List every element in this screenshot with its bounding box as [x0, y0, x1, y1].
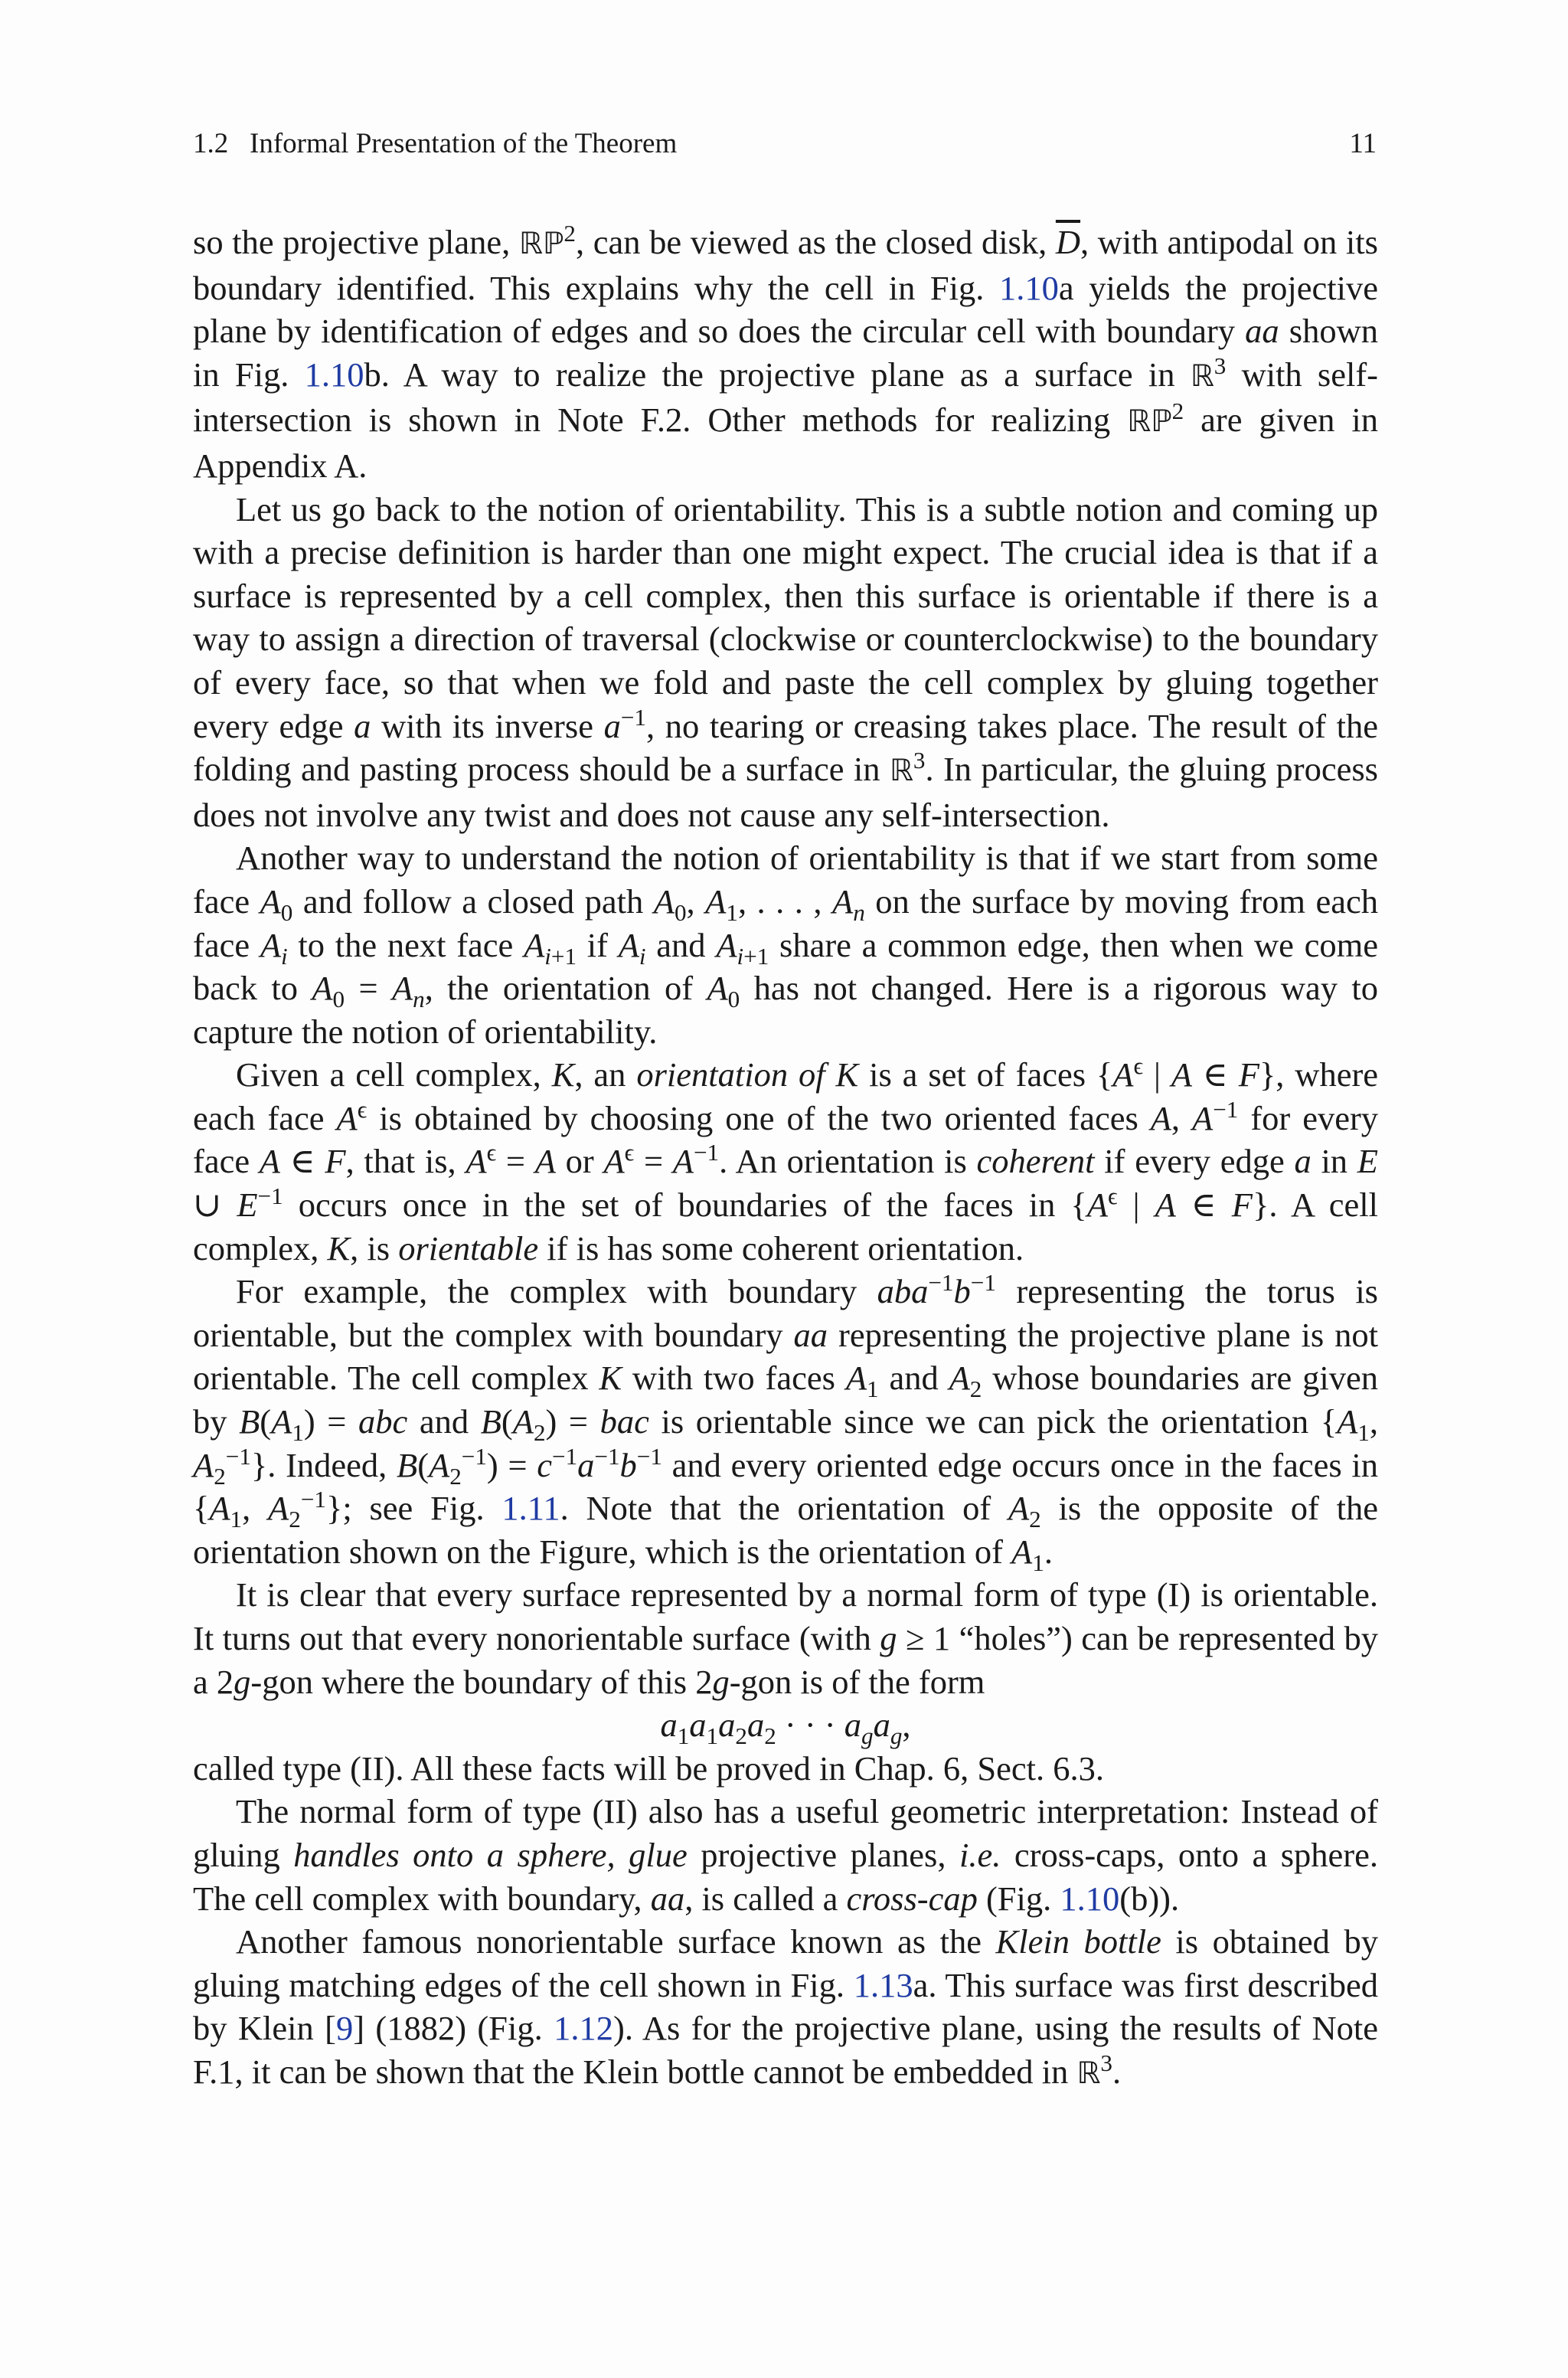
citation-link[interactable]: 9 [335, 2009, 354, 2048]
paragraph-3: Another way to understand the notion of orientability is that if we start from some face $A_0$ and follow a closed path $A_0$, $A_1$, . . . , $A_n$ on the surface by moving from each face $A_i$ to the next face $A_{i+1}$ if $A_i$ and $A_{i+1}$ share a common edge, then when we come back to $A_0 = A_n$, the orientation of $A_0$ has not changed. Here is a rigorous way to capture the notion of orientability. [193, 839, 1379, 1051]
paragraph-2: Let us go back to the notion of orientability. This is a subtle notion and coming up with a precise definition is harder than one might expect. The crucial idea is that if a surface is represented by a cell complex, then this surface is orientable if there is a way to assign a direction of traversal (clockwise or counterclockwise) to the boundary of every face, so that when we fold and paste the cell complex by gluing together every edge a with its inverse $a^{-1}$, no tearing or creasing takes place. The result of the folding and pasting process should be a surface in ℝ$^3$. In particular, the gluing process does not involve any twist and does not cause any self-intersection. [193, 489, 1378, 834]
display-equation: $a_1a_1a_2a_2$ · · · $a_ga_g$, [660, 1706, 911, 1750]
paragraph-1: so the projective plane, ℝℙ$^2$, can be viewed as the closed disk, $\overline{D}$, with antipodal on its boundary identified. This explains why the cell in Fig. 1.10a yields the projective plane by identification of edges and so does the circular cell with boundary aa shown in Fig. 1.10b. A way to realize the projective plane as a surface in ℝ$^3$ with self-intersection is shown in Note F.2. Other methods for realizing ℝℙ$^2$ are given in Appendix A. [193, 220, 1378, 485]
paragraph-6: It is clear that every surface represented by a normal form of type (I) is orientable. It turns out that every nonorientable surface (with g ≥ 1 “holes”) can be represented by a 2g-gon where the boundary of this 2g-gon is of the form [193, 1575, 1378, 1701]
paragraph-4: Given a cell complex, K, an orientation of K is a set of faces {$A^\epsilon$ | A ∈ F}, where each face $A^\epsilon$ is obtained by choosing one of the two oriented faces A, $A^{-1}$ for every face A ∈ F, that is, $A^\epsilon = A$ or $A^\epsilon = A^{-1}$. An orientation is coherent if every edge a in E ∪ $E^{-1}$ occurs once in the set of boundaries of the faces in {$A^\epsilon$ | A ∈ F}. A cell complex, K, is orientable if is has some coherent orientation. [193, 1052, 1379, 1268]
fig-link[interactable]: 1.13 [853, 1965, 913, 2004]
section-title: 1.2 Informal Presentation of the Theorem [193, 128, 678, 159]
fig-link[interactable]: 1.10 [1060, 1879, 1120, 1918]
fig-link[interactable]: 1.12 [554, 2009, 613, 2048]
paragraph-7: called type (II). All these facts will be proved in Chap. 6, Sect. 6.3. [193, 1748, 1105, 1788]
main-text [193, 221, 1378, 2096]
paragraph-8: The normal form of type (II) also has a useful geometric interpretation: Instead of gluing handles onto a sphere, glue projective planes, i.e. cross-caps, onto a sphere. The cell complex with boundary, aa, is called a cross-cap (Fig. 1.10(b)). [193, 1792, 1378, 1918]
page-number: 11 [1349, 128, 1377, 159]
paragraph-9: Another famous nonorientable surface known as the Klein bottle is obtained by gluing matching edges of the cell shown in Fig. 1.13a. This surface was first described by Klein [9] (1882) (Fig. 1.12). As for the projective plane, using the results of Note F.1, it can be shown that the Klein bottle cannot be embedded in ℝ$^3$. [193, 1922, 1378, 2091]
fig-link[interactable]: 1.10 [304, 355, 364, 394]
running-header [193, 125, 1377, 163]
paragraph-5: For example, the complex with boundary $aba^{-1}b^{-1}$ representing the torus is orientable, but the complex with boundary aa representing the projective plane is not orientable. The cell complex K with two faces $A_1$ and $A_2$ whose boundaries are given by $B(A_1)$ = abc and $B(A_2)$ = bac is orientable since we can pick the orientation {$A_1$, $A_2^{-1}$}. Indeed, $B(A_2^{-1}) = c^{-1}a^{-1}b^{-1}$ and every oriented edge occurs once in the faces in {$A_1$, $A_2^{-1}$}; see Fig. 1.11. Note that the orientation of $A_2$ is the opposite of the orientation shown on the Figure, which is the orientation of $A_1$. [193, 1269, 1379, 1576]
fig-link[interactable]: 1.11 [501, 1489, 560, 1528]
fig-link[interactable]: 1.10 [999, 268, 1059, 307]
